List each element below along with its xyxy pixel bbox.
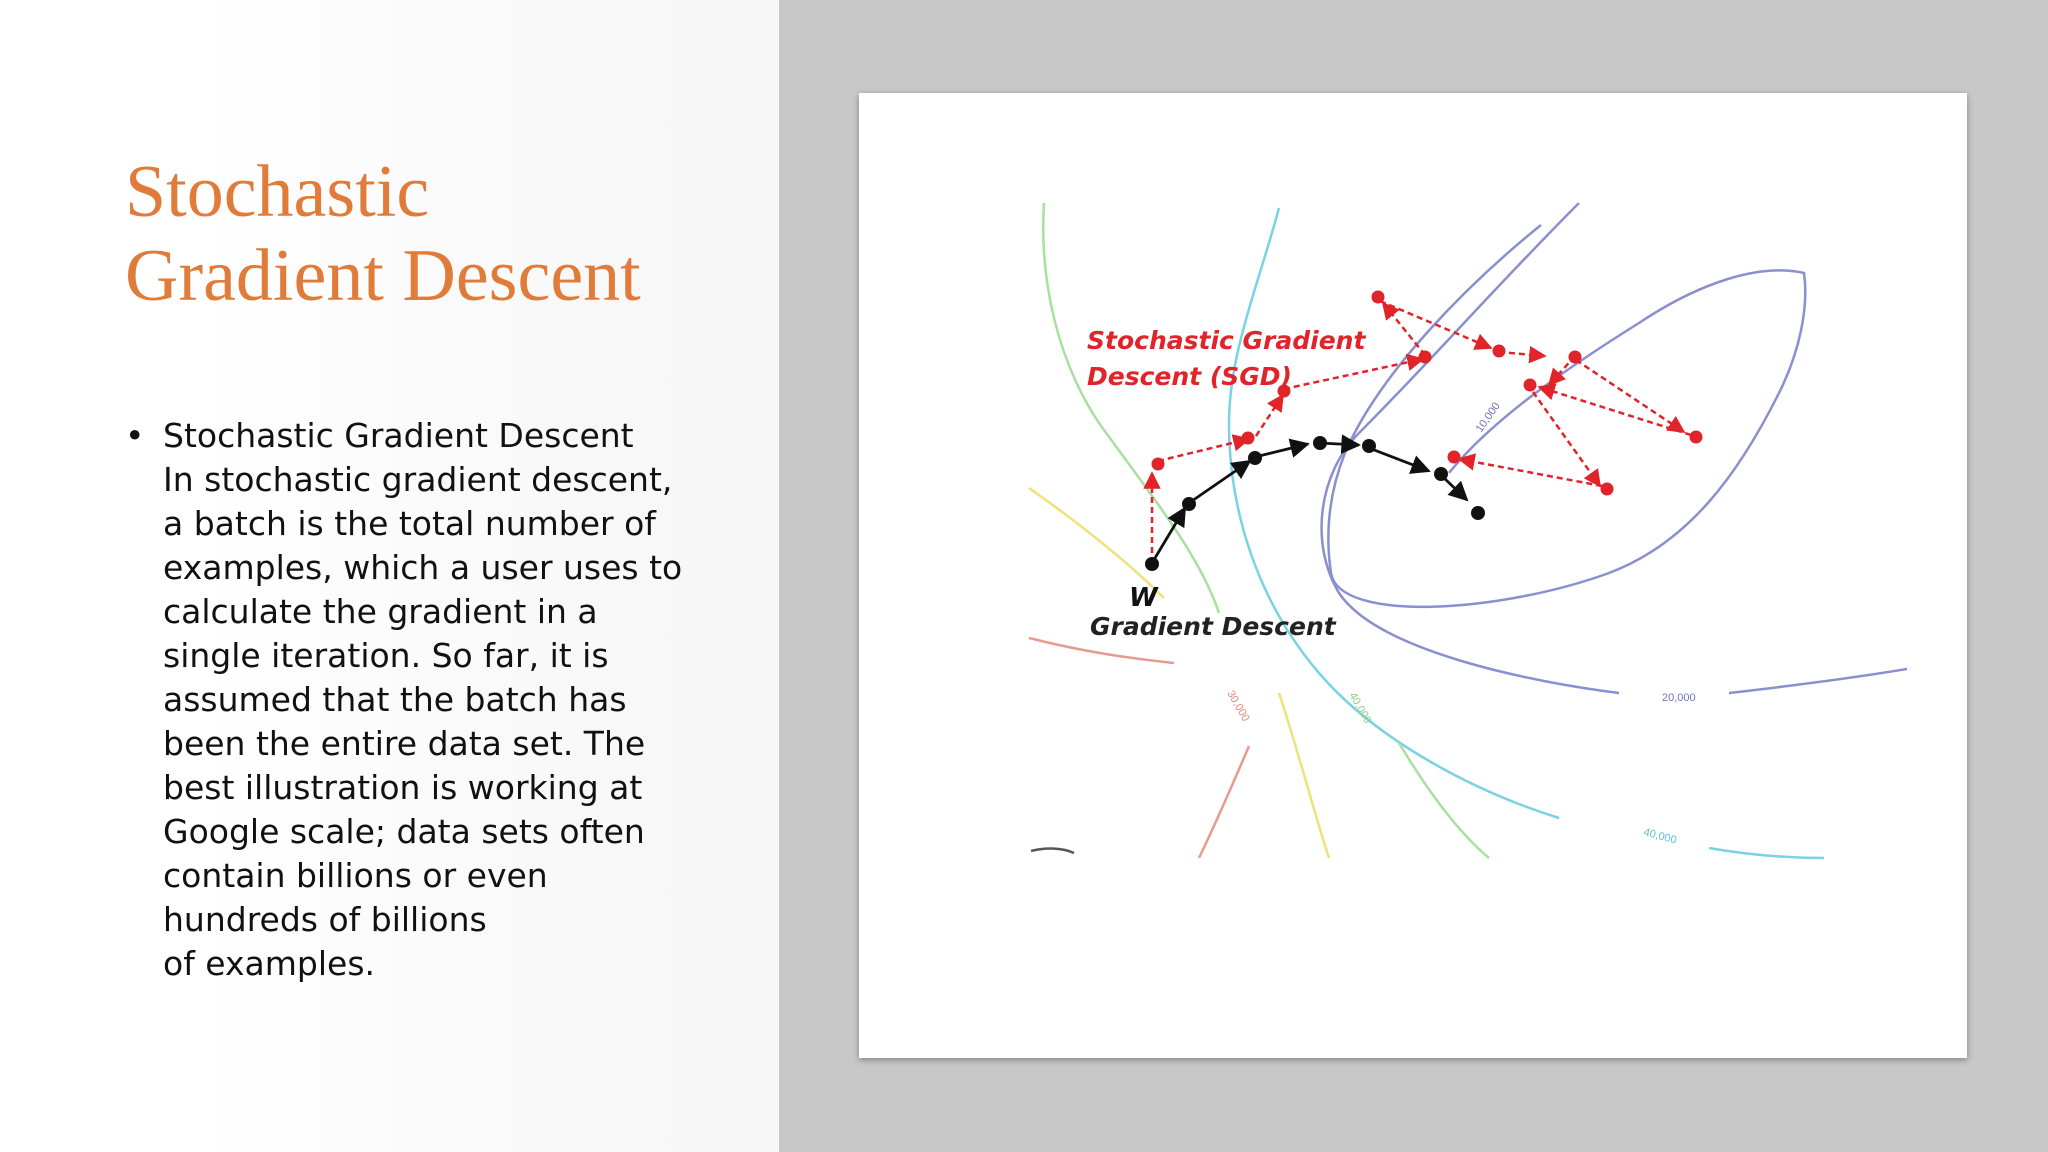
sgd-point: [1493, 345, 1506, 358]
sgd-point: [1448, 451, 1461, 464]
bullet-line: contain billions or even: [163, 856, 548, 895]
bullet-line: In stochastic gradient descent,: [163, 460, 673, 499]
contour-line: [1709, 848, 1824, 858]
gd-point: [1434, 467, 1448, 481]
gd-start-label: W: [1129, 583, 1158, 613]
gd-point: [1362, 439, 1376, 453]
sgd-point: [1372, 291, 1385, 304]
sgd-label: Descent (SGD): [1087, 362, 1292, 391]
title-line: Stochastic: [125, 151, 430, 233]
contour-label: 40,000: [1642, 826, 1678, 847]
bullet-item: [125, 414, 685, 986]
bullet-line: calculate the gradient in a: [163, 592, 598, 631]
sgd-step-arrow: [1576, 360, 1684, 432]
sgd-step-arrow: [1284, 359, 1423, 389]
sgd-point: [1524, 379, 1537, 392]
bullet-line: examples, which a user uses to: [163, 548, 683, 587]
contour-line: [1043, 203, 1219, 613]
sgd-point: [1419, 351, 1432, 364]
bullet-line: of examples.: [163, 944, 376, 983]
gd-point: [1182, 497, 1196, 511]
contour-label: 40,000: [1346, 690, 1374, 726]
gd-point: [1145, 557, 1159, 571]
bullet-icon: •: [125, 416, 145, 455]
sgd-step-arrow: [1380, 301, 1491, 348]
bullet-line: assumed that the batch has: [163, 680, 627, 719]
gd-point: [1248, 451, 1262, 465]
sgd-point: [1690, 431, 1703, 444]
contour-line: [1729, 669, 1907, 693]
contour-label: 10,000: [1473, 400, 1503, 435]
sgd-step-arrow: [1533, 392, 1600, 486]
contour-line: [1031, 849, 1074, 853]
bullet-line: been the entire data set. The: [163, 724, 646, 763]
sgd-point: [1242, 432, 1255, 445]
bullet-line: single iteration. So far, it is: [163, 636, 609, 675]
bullet-line: Stochastic Gradient Descent: [163, 416, 634, 455]
sgd-point: [1152, 458, 1165, 471]
contour-line: [1199, 746, 1249, 858]
sgd-step-arrow: [1539, 387, 1691, 435]
gradient-descent-figure: [859, 93, 1967, 1058]
sgd-point: [1601, 483, 1614, 496]
bullet-line: Google scale; data sets often: [163, 812, 645, 851]
gd-point: [1471, 506, 1485, 520]
bullet-line: best illustration is working at: [163, 768, 643, 807]
title-line: Gradient Descent: [125, 235, 641, 317]
sgd-step-arrow: [1256, 395, 1283, 436]
contour-line: [1399, 743, 1489, 858]
gd-point: [1313, 436, 1327, 450]
contour-line: [1328, 225, 1805, 607]
contour-label: 20,000: [1662, 692, 1696, 704]
gd-points: [1145, 436, 1485, 571]
gd-step-arrow: [1444, 478, 1467, 500]
bullet-line: a batch is the total number of: [163, 504, 656, 543]
sgd-step-arrow: [1499, 352, 1545, 356]
figure-labels: [1087, 326, 1366, 641]
contour-line: [1279, 693, 1329, 858]
gd-step-arrow: [1369, 448, 1429, 471]
contour-line: [1029, 638, 1174, 663]
sgd-step-arrow: [1459, 459, 1602, 486]
contour-line: [1229, 208, 1559, 818]
sgd-step-arrow: [1158, 439, 1249, 461]
sgd-point: [1569, 351, 1582, 364]
gd-step-arrow: [1255, 444, 1308, 457]
bullet-list: [125, 414, 685, 986]
gd-path: [1152, 443, 1467, 563]
contour-line: [1029, 488, 1164, 598]
contour-lines: [1029, 203, 1907, 858]
sgd-label: Stochastic Gradient: [1087, 326, 1366, 355]
gd-label: Gradient Descent: [1090, 612, 1336, 641]
bullet-line: hundreds of billions: [163, 900, 487, 939]
gd-step-arrow: [1189, 461, 1250, 503]
contour-label: 30,000: [1224, 688, 1252, 724]
slide-title: [125, 150, 745, 318]
contour-diagram: [859, 93, 1967, 1058]
